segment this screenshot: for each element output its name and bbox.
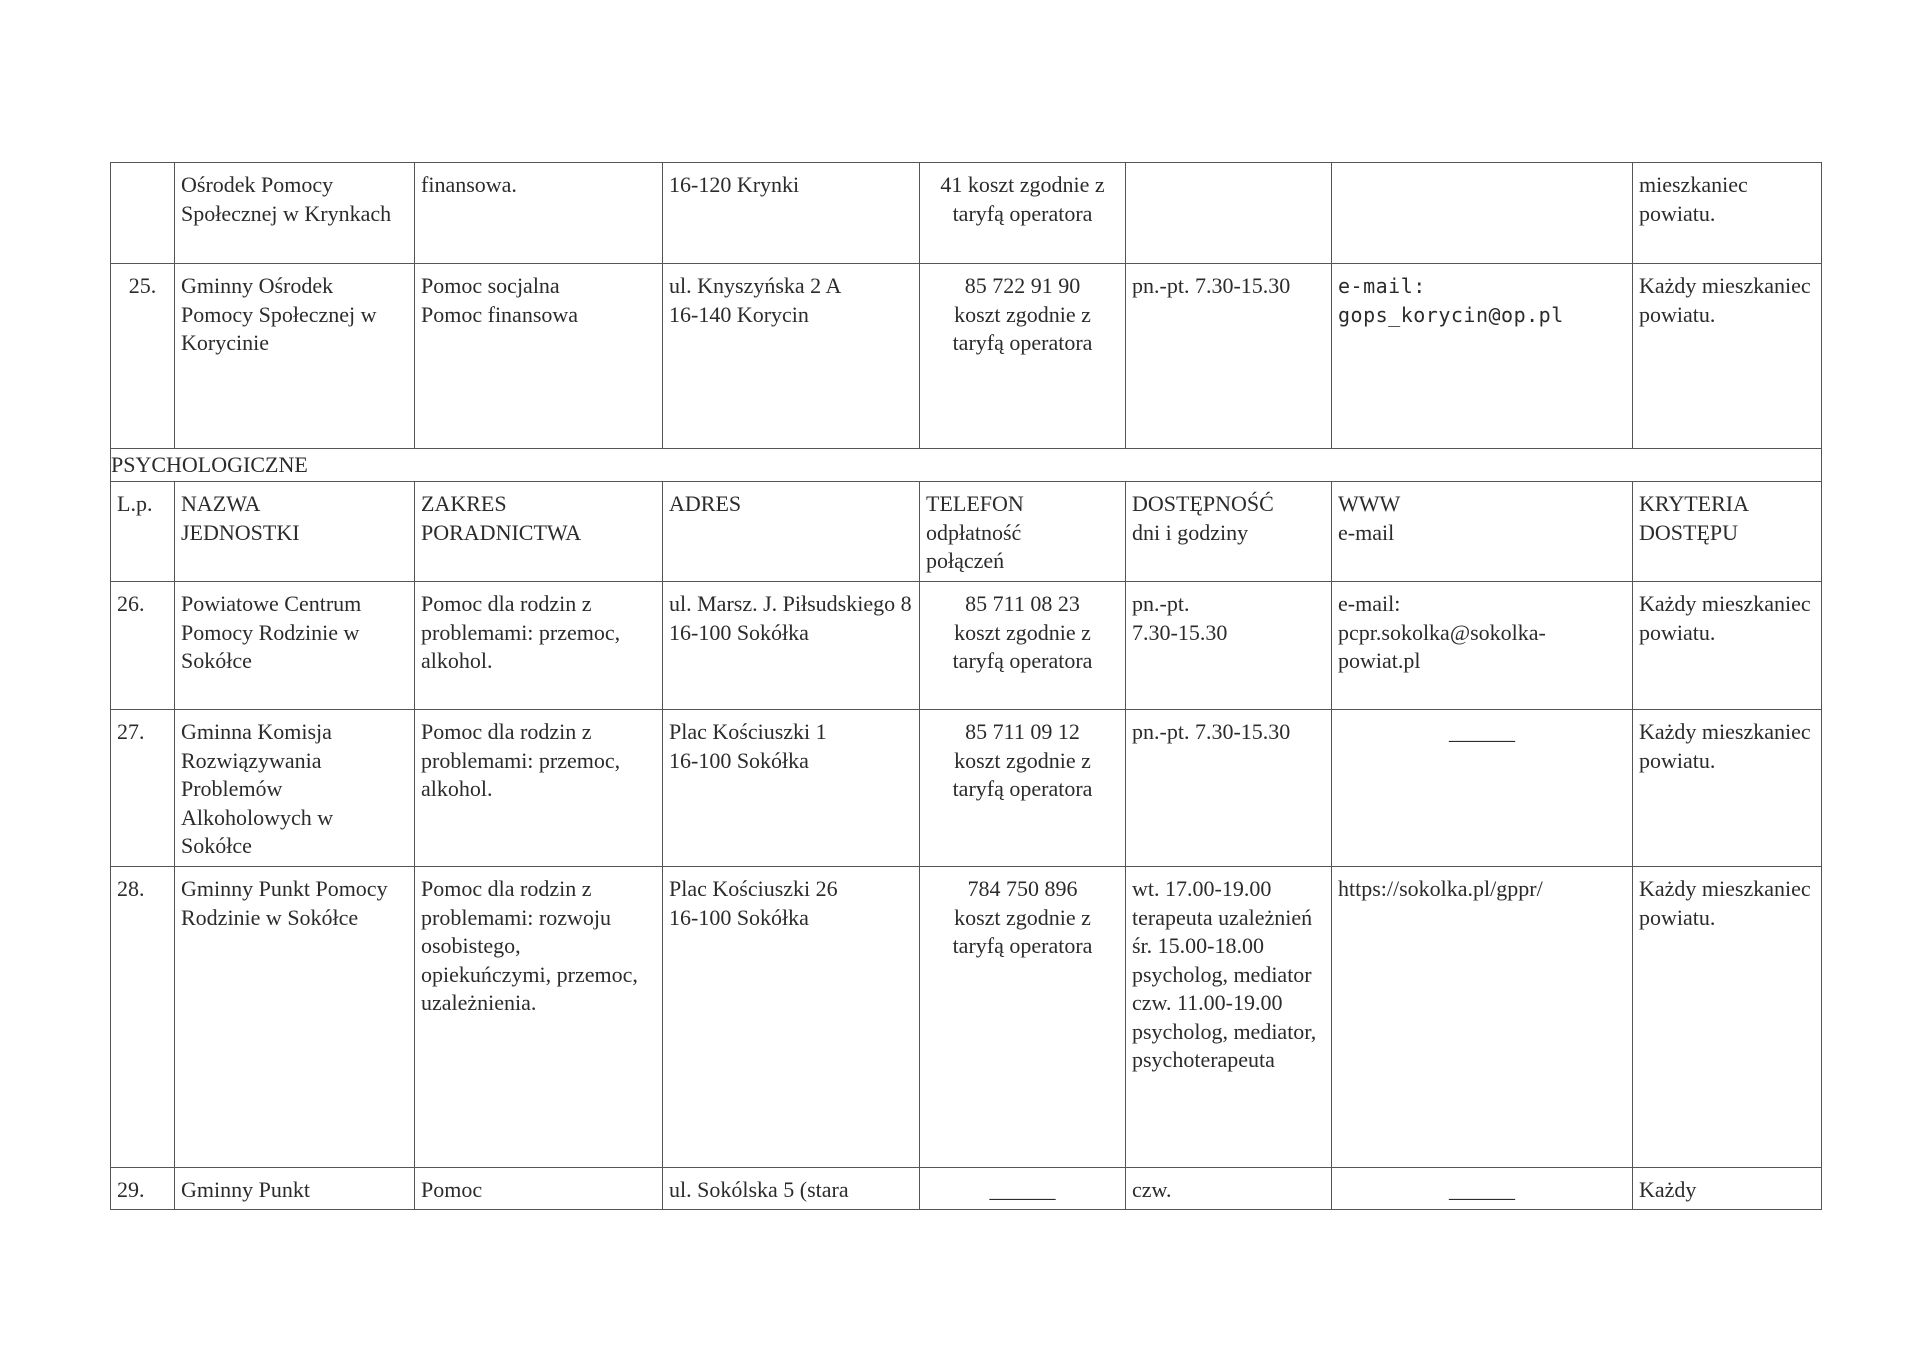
cell-contact [1332,163,1633,264]
cell-name: Gminny Punkt Pomocy Rodzinie w Sokółce [175,867,415,1168]
cell-contact: https://sokolka.pl/gppr/ [1332,867,1633,1168]
table-row [111,1168,1822,1210]
cell-name: Ośrodek Pomocy Społecznej w Krynkach [175,163,415,264]
cell-contact: ______ [1332,710,1633,867]
cell-scope [415,264,663,449]
address-city: 16-100 Sokółka [669,619,809,645]
cell-phone: 41 koszt zgodnie z taryfą operatora [920,163,1126,264]
cell-name: Powiatowe Centrum Pomocy Rodzinie w Sokółce [175,582,415,710]
phone-number: 784 750 896 [967,876,1078,901]
header-name [175,482,415,582]
cell-lp: 25. [111,264,175,449]
address-street: Plac Kościuszki 26 [669,876,838,901]
address-city: 16-140 Korycin [669,301,809,327]
header-line: połączeń [926,548,1005,573]
header-address: ADRES [663,482,920,582]
cell-availability: pn.-pt. 7.30-15.30 [1126,264,1332,449]
phone-cost: koszt zgodnie z taryfą operatora [952,904,1093,958]
table-row [111,582,1822,710]
availability-line: wt. 17.00-19.00 [1132,876,1272,901]
cell-contact [1332,582,1633,710]
cell-scope: finansowa. [415,163,663,264]
cell-scope: Pomoc [415,1168,663,1210]
table-row [111,867,1822,1168]
cell-scope: Pomoc dla rodzin z problemami: przemoc, alkohol. [415,710,663,867]
table-row [111,163,1822,264]
cell-phone [920,710,1126,867]
address-street: ul. Knyszyńska 2 A [669,273,842,298]
availability-line: psycholog, mediator [1132,961,1312,987]
cell-address [663,867,920,1168]
phone-number: 85 722 91 90 [964,273,1081,298]
address-city: 16-100 Sokółka [669,904,809,930]
table-row [111,710,1822,867]
header-line: JEDNOSTKI [181,519,300,545]
cell-lp: 28. [111,867,175,1168]
header-availability [1126,482,1332,582]
cell-lp [111,163,175,264]
cell-phone [920,264,1126,449]
header-scope [415,482,663,582]
phone-number: 85 711 09 12 [965,719,1080,744]
header-line: dni i godziny [1132,519,1249,545]
cell-contact [1332,264,1633,449]
cell-availability: czw. [1126,1168,1332,1210]
cell-criteria: Każdy mieszkaniec powiatu. [1633,867,1822,1168]
table-header-row [111,482,1822,582]
phone-cost: koszt zgodnie z taryfą operatora [952,747,1093,801]
header-line: TELEFON [926,491,1024,516]
availability-line: śr. 15.00-18.00 [1132,933,1264,958]
availability-line: pn.-pt. [1132,591,1190,616]
availability-line: terapeuta uzależnień [1132,904,1313,930]
availability-line: czw. 11.00-19.00 [1132,990,1283,1015]
header-line: DOSTĘPU [1639,519,1739,545]
header-line: e-mail [1338,519,1395,545]
availability-line: 7.30-15.30 [1132,619,1228,645]
table-row [111,264,1822,449]
cell-lp: 27. [111,710,175,867]
cell-lp: 29. [111,1168,175,1210]
cell-scope: Pomoc dla rodzin z problemami: przemoc, alkohol. [415,582,663,710]
header-phone [920,482,1126,582]
phone-number: 85 711 08 23 [965,591,1080,616]
section-row [111,449,1822,482]
cell-phone [920,582,1126,710]
cell-availability: pn.-pt. 7.30-15.30 [1126,710,1332,867]
cell-address [663,264,920,449]
header-contact [1332,482,1633,582]
cell-phone: ______ [920,1168,1126,1210]
header-criteria [1633,482,1822,582]
address-street: ul. Marsz. J. Piłsudskiego 8 [669,591,912,616]
cell-contact: ______ [1332,1168,1633,1210]
header-line: DOSTĘPNOŚĆ [1132,491,1274,516]
cell-phone [920,867,1126,1168]
cell-address: ul. Sokólska 5 (stara [663,1168,920,1210]
header-line: odpłatność [926,519,1022,545]
email-address: pcpr.sokolka@sokolka-powiat.pl [1338,619,1546,673]
institutions-table [110,162,1822,1210]
cell-availability [1126,163,1332,264]
header-line: KRYTERIA [1639,491,1749,516]
email-label: e-mail: [1338,274,1426,298]
cell-criteria: Każdy [1633,1168,1822,1210]
section-title: PSYCHOLOGICZNE [111,449,1822,482]
availability-line: psycholog, mediator, psychoterapeuta [1132,1018,1317,1072]
header-line: PORADNICTWA [421,519,582,545]
address-city: 16-100 Sokółka [669,747,809,773]
header-line: NAZWA [181,491,261,516]
cell-availability [1126,582,1332,710]
email-label: e-mail: [1338,591,1401,616]
phone-cost: koszt zgodnie z taryfą operatora [952,301,1093,355]
cell-scope: Pomoc dla rodzin z problemami: rozwoju osobistego, opiekuńczymi, przemoc, uzależnienia. [415,867,663,1168]
cell-availability [1126,867,1332,1168]
cell-criteria: Każdy mieszkaniec powiatu. [1633,264,1822,449]
cell-lp: 26. [111,582,175,710]
cell-name: Gminna Komisja Rozwiązywania Problemów Alkoholowych w Sokółce [175,710,415,867]
header-line: ZAKRES [421,491,507,516]
cell-address: 16-120 Krynki [663,163,920,264]
cell-name: Gminny Punkt [175,1168,415,1210]
header-lp: L.p. [111,482,175,582]
header-line: WWW [1338,491,1401,516]
cell-address [663,582,920,710]
cell-name: Gminny Ośrodek Pomocy Społecznej w Korycinie [175,264,415,449]
address-street: Plac Kościuszki 1 [669,719,827,744]
cell-criteria: Każdy mieszkaniec powiatu. [1633,582,1822,710]
email-address: gops_korycin@op.pl [1338,302,1564,327]
cell-address [663,710,920,867]
scope-line: Pomoc socjalna [421,273,560,298]
cell-criteria: Każdy mieszkaniec powiatu. [1633,710,1822,867]
cell-criteria: mieszkaniec powiatu. [1633,163,1822,264]
scope-line: Pomoc finansowa [421,301,579,327]
phone-cost: koszt zgodnie z taryfą operatora [952,619,1093,673]
